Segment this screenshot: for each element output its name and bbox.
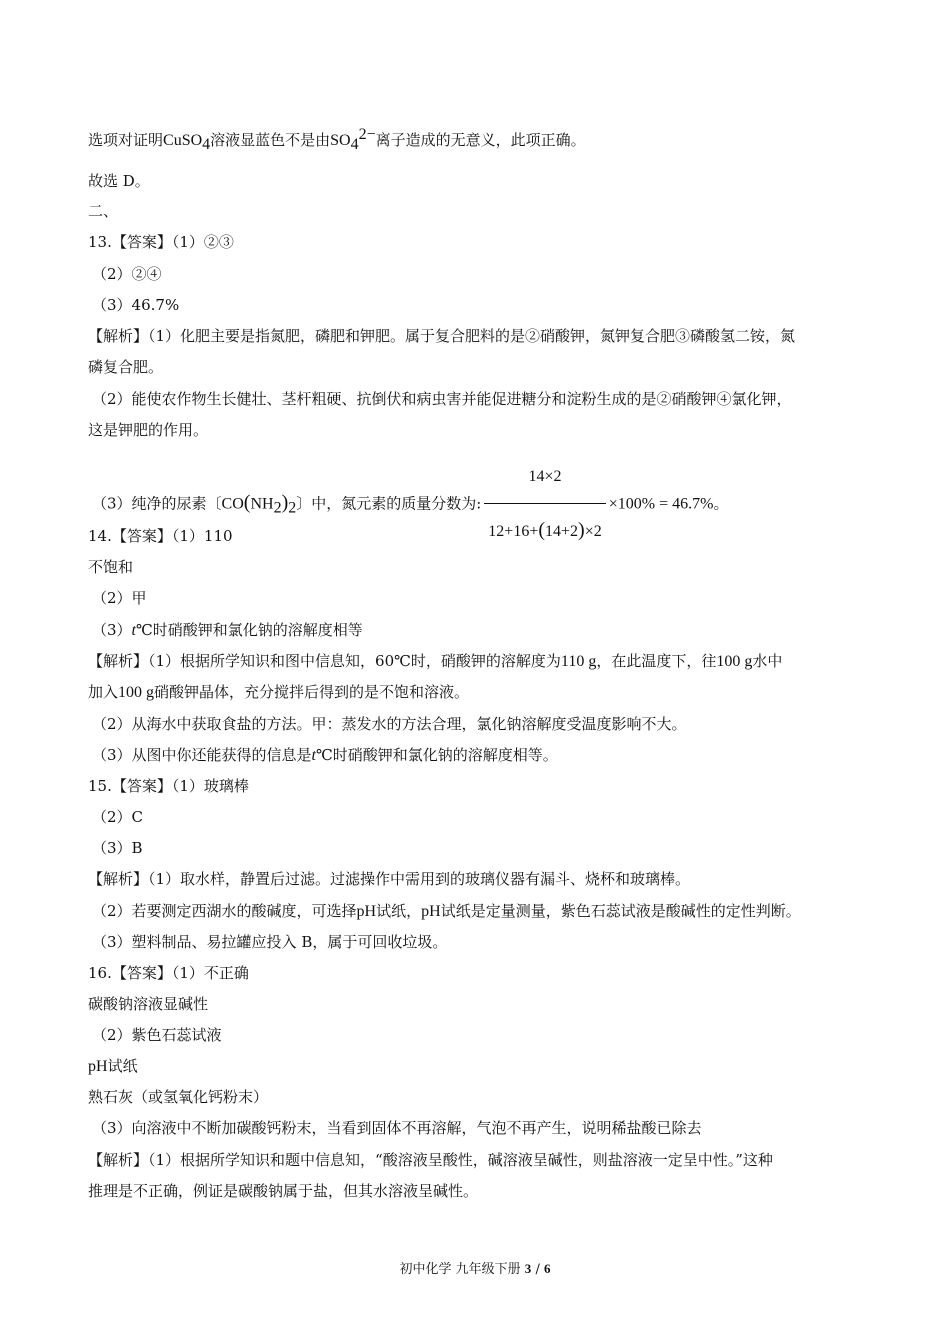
mass-fraction: $\frac{14\times 2}{12+16+(14+2)\times 2}$ [484, 454, 605, 555]
text-line: （2）②④ [92, 265, 162, 283]
text-line: 【解析】（1）化肥主要是指氮肥，磷肥和钾肥。属于复合肥料的是②硝酸钾，氮钾复合肥③磷酸氢二铵，氮 [88, 327, 796, 345]
text-line: 【解析】（1）根据所学知识和题中信息知，“酸溶液呈酸性，碱溶液呈碱性，则盐溶液一定呈中性。”这种 [88, 1151, 773, 1169]
text-line: （3）从图中你还能获得的信息是t℃时硝酸钾和氯化钠的溶解度相等。 [92, 746, 558, 764]
text-line: 这是钾肥的作用。 [88, 421, 209, 439]
text-line: （2）甲 [92, 589, 147, 607]
text-line: 加入100 g硝酸钾晶体，充分搅拌后得到的是不饱和溶液。 [88, 683, 470, 701]
question-14-answer: 14.【答案】（1）110 [88, 527, 233, 545]
question-15-answer: 15.【答案】（1）玻璃棒 [88, 777, 249, 795]
text-line: （3）B [92, 839, 143, 857]
text-line: （3）46.7% [92, 296, 180, 314]
text-line: 【解析】（1）根据所学知识和图中信息知，60℃时，硝酸钾的溶解度为110 g，在此温度下，往100 g水中 [88, 652, 783, 670]
formula-line: （3）纯净的尿素〔$CO(NH_2)_2$〕中，氮元素的质量分数为: $\frac{14\times 2}{12+16+(14+2)\times 2}$ ×100% = 46.7%。 [92, 454, 868, 555]
text-line: 选项对证明CuSO$_4$溶液显蓝色不是由$SO_4^{2-}$离子造成的无意义，此项正确。 [88, 126, 586, 153]
text-line: （3）t℃时硝酸钾和氯化钠的溶解度相等 [92, 621, 363, 639]
text-line: 熟石灰（或氢氧化钙粉末） [88, 1088, 269, 1106]
text-line: pH试纸 [88, 1057, 138, 1075]
text-line: （2）从海水中获取食盐的方法。甲：蒸发水的方法合理，氯化钠溶解度受温度影响不大。 [92, 715, 687, 733]
text-line: （2）能使农作物生长健壮、茎杆粗硬、抗倒伏和病虫害并能促进糖分和淀粉生成的是②硝酸钾④氯化钾， [92, 390, 792, 408]
text-line: （2）C [92, 808, 144, 826]
section-heading: 二、 [88, 202, 119, 220]
page-total: 6 [543, 1261, 551, 1276]
text-line: （3）向溶液中不断加碳酸钙粉末，当看到固体不再溶解，气泡不再产生，说明稀盐酸已除去 [92, 1119, 702, 1137]
text-line: 磷复合肥。 [88, 358, 164, 376]
question-16-answer: 16.【答案】（1）不正确 [88, 964, 249, 982]
question-13-answer: 13.【答案】（1）②③ [88, 233, 234, 251]
text-line: 不饱和 [88, 558, 134, 576]
page-footer: 初中化学 九年级下册 3 / 6 [399, 1261, 551, 1277]
page-number: 3 [524, 1261, 532, 1276]
text-line: （2）紫色石蕊试液 [92, 1026, 222, 1044]
text-line: 【解析】（1）取水样，静置后过滤。过滤操作中需用到的玻璃仪器有漏斗、烧杯和玻璃棒。 [88, 870, 691, 888]
text-line: 碳酸钠溶液显碱性 [88, 995, 209, 1013]
text-line: 推理是不正确，例证是碳酸钠属于盐，但其水溶液呈碱性。 [88, 1182, 479, 1200]
text-line: （3）塑料制品、易拉罐应投入 B，属于可回收垃圾。 [92, 933, 448, 951]
text-line: 故选 D。 [88, 172, 150, 190]
text-line: （2）若要测定西湖水的酸碱度，可选择pH试纸，pH试纸是定量测量，紫色石蕊试液是酸碱性的定性判断。 [92, 902, 801, 920]
